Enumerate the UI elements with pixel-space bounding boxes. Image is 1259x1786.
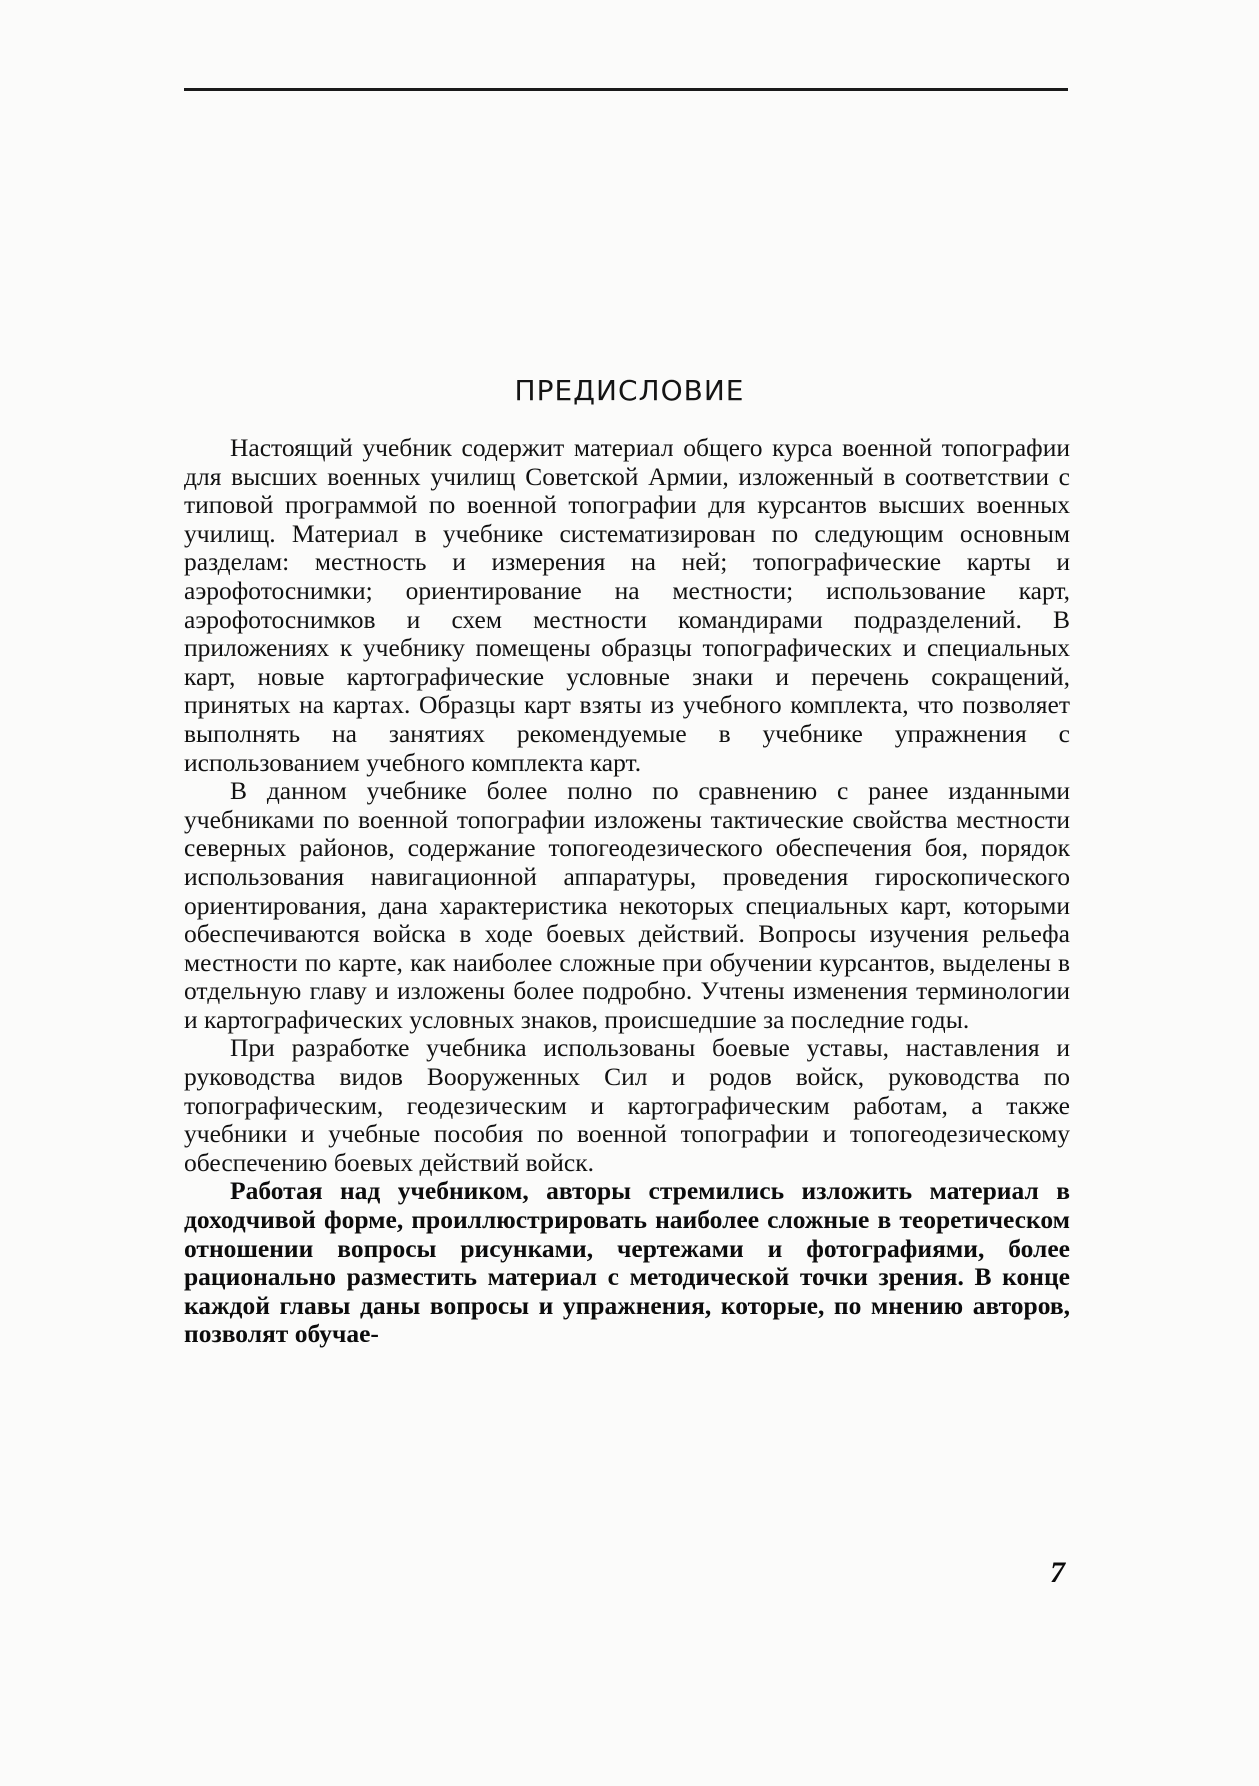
top-rule-divider [184, 88, 1068, 91]
page-number: 7 [1050, 1556, 1065, 1589]
paragraph-1: Настоящий учебник содержит материал общего курса военной топографии для высших военных училищ Советской Армии, изложенный в соответствии с типовой программой по военной топографии для курсантов высших военных училищ. Материал в учебнике систематизирован по следующим основным разделам: местность и измерения на ней; топографические карты и аэрофотоснимки; ориентирование на местности; использование карт, аэрофотоснимков и схем местности командирами подразделений. В приложениях к учебнику помещены образцы топографических и специальных карт, новые картографические условные знаки и перечень сокращений, принятых на картах. Образцы карт взяты из учебного комплекта, что позволяет выполнять на занятиях рекомендуемые в учебнике упражнения с использованием учебного комплекта карт. [184, 433, 1070, 777]
page-title: ПРЕДИСЛОВИЕ [514, 374, 745, 407]
preface-body [184, 434, 1070, 1349]
paragraph-3: При разработке учебника использованы боевые уставы, наставления и руководства видов Вооруженных Сил и родов войск, руководства по топографическим, геодезическим и картографическим работам, а также учебники и учебные пособия по военной топографии и топогеодезическому обеспечению боевых действий войск. [184, 1033, 1070, 1177]
paragraph-2: В данном учебнике более полно по сравнению с ранее изданными учебниками по военной топографии изложены тактические свойства местности северных районов, содержание топогеодезического обеспечения боя, порядок использования навигационной аппаратуры, проведения гироскопического ориентирования, дана характеристика некоторых специальных карт, которыми обеспечиваются войска в ходе боевых действий. Вопросы изучения рельефа местности по карте, как наиболее сложные при обучении курсантов, выделены в отдельную главу и изложены более подробно. Учтены изменения терминологии и картографических условных знаков, происшедшие за последние годы. [184, 776, 1070, 1034]
paragraph-4: Работая над учебником, авторы стремились изложить материал в доходчивой форме, проиллюстрировать наиболее сложные в теоретическом отношении вопросы рисунками, чертежами и фотографиями, более рационально разместить материал с методической точки зрения. В конце каждой главы даны вопросы и упражнения, которые, по мнению авторов, позволят обучае- [184, 1176, 1070, 1349]
